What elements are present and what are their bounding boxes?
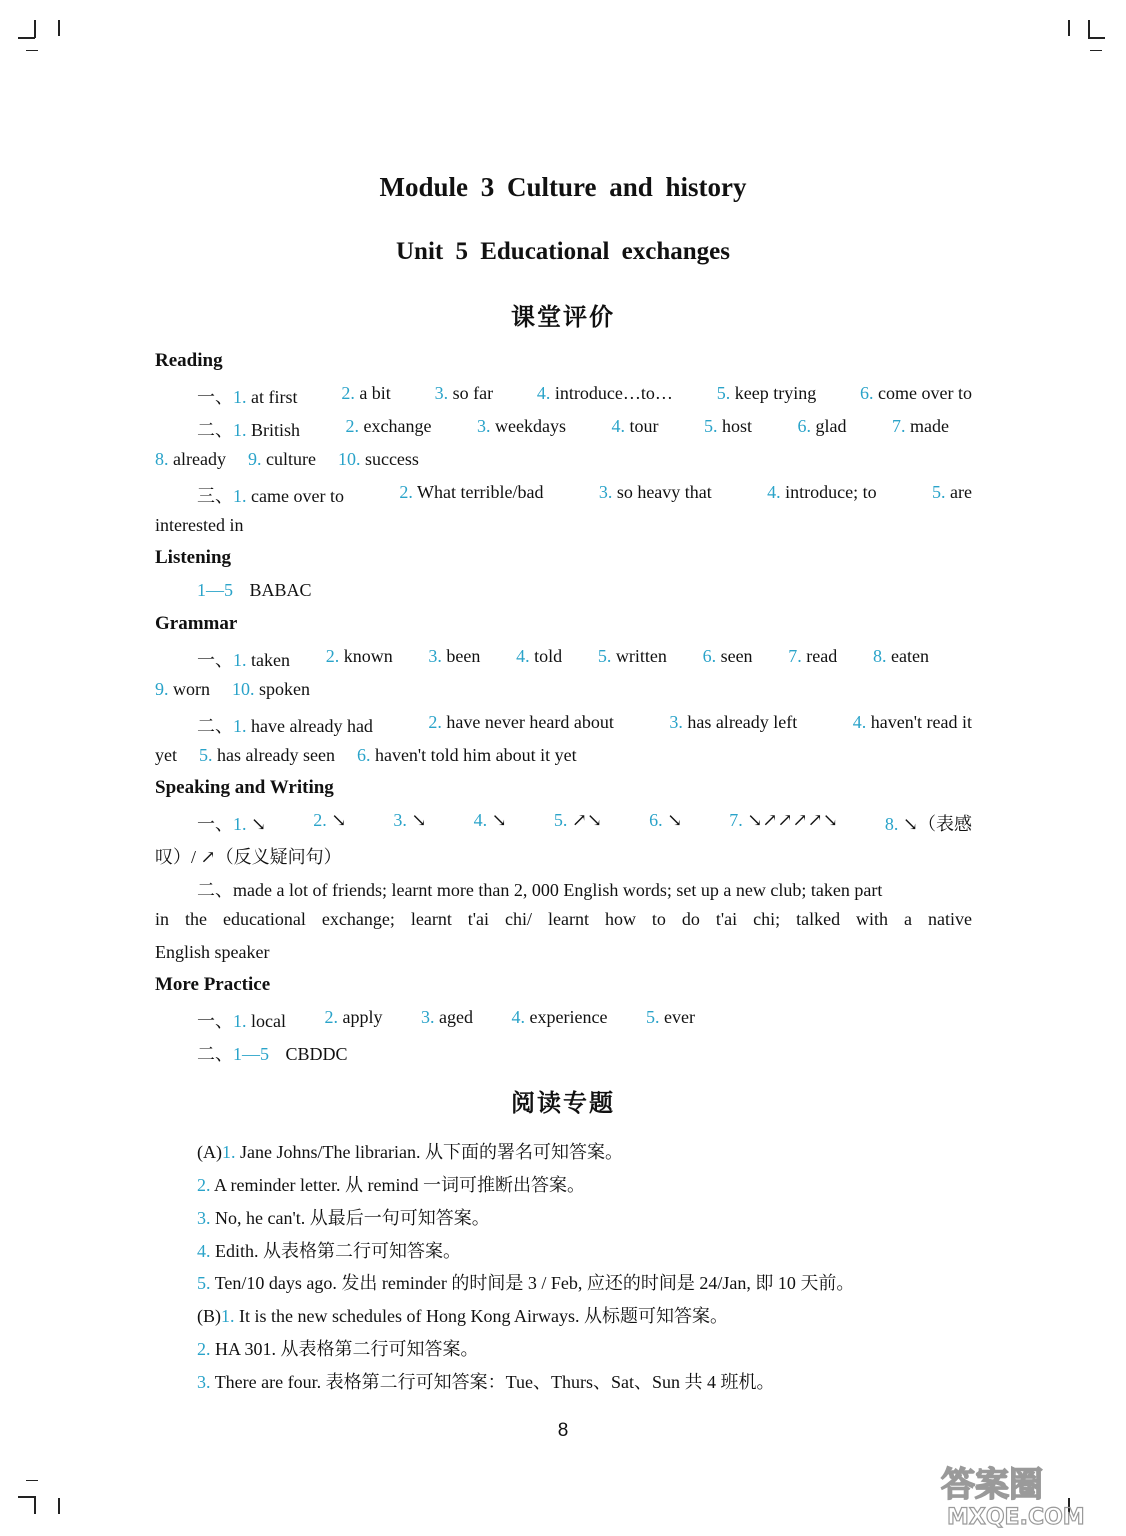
answer-text: came over to [251,486,344,506]
answer-text: ever [663,1007,695,1027]
answer-group [197,416,300,442]
answer-group [554,810,602,836]
answer-group [885,810,972,836]
item-number: 4. [511,1007,526,1027]
answer-text: seen [720,646,753,666]
crop-mark-top-right [1090,50,1102,51]
answer-text: CBDDC [285,1044,348,1064]
item-number: 3. [197,1208,211,1228]
answer-text: ↘↗↗↗↗↘ [747,810,838,830]
answer-text: so heavy that [616,482,712,502]
part-prefix: 二、 [197,880,233,900]
item-number: 6. [797,416,811,436]
crop-mark-bottom-left [26,1480,38,1481]
item-text: Ten/10 days ago. 发出 reminder 的时间是 3 / Feb, 应还的时间是 24/Jan, 即 10 天前。 [214,1273,855,1293]
answer-group [767,482,876,508]
crop-mark-top-left [26,50,38,51]
answer-group [421,1007,473,1033]
item-number: 3. [598,482,613,502]
reading-topic-b-item [197,1335,479,1361]
item-number: 9. [155,679,169,699]
reading-topic-a-item [197,1138,623,1164]
answer-text: apply [342,1007,383,1027]
answer-group [669,712,797,738]
item-text: Edith. 从表格第二行可知答案。 [215,1241,461,1261]
answer-text: written [615,646,667,666]
answer-group [704,416,752,442]
answer-text: tour [629,416,659,436]
item-number: 4. [516,646,530,666]
heading-listening: Listening [155,547,232,568]
answer-group [717,383,816,409]
answer-group [399,482,543,508]
answer-group [788,646,837,672]
crop-mark-top-right [1088,20,1090,38]
item-number: 7. [788,646,802,666]
item-number: 3. [476,416,491,436]
item-number: 1. [233,1011,247,1031]
answer-group [197,712,373,738]
answer-text: known [343,646,393,666]
crop-mark-top-right [1088,37,1105,39]
answer-text: ↘ [667,810,683,830]
answer-group [932,482,972,508]
item-number: 7. [891,416,906,436]
answer-group [197,1007,286,1033]
answer-text: come over to [878,383,972,403]
crop-mark-top-right [1068,20,1070,36]
item-number: 1. [233,387,247,407]
question-range: 1—5 [233,1044,269,1064]
part-prefix: 三、 [197,486,233,506]
page-number: 8 [557,1420,569,1441]
answer-text: made [909,416,949,436]
answer-text: has already left [687,712,798,732]
answer-group [474,810,507,836]
answer-text: experience [529,1007,608,1027]
answer-text: told [534,646,563,666]
watermark-url: MXQE.COM [947,1505,1085,1528]
reading-part3-line2: interested in [155,515,244,535]
crop-mark-top-left [58,20,60,36]
more-practice-part2 [197,1040,348,1066]
answer-group [197,482,344,508]
answer-text: so far [452,383,494,403]
item-number: 5. [597,646,612,666]
section-title-class-evaluation: 课堂评价 [511,302,615,331]
answer-text: keep trying [734,383,817,403]
unit-title: Unit 5 Educational exchanges [395,238,730,265]
item-number: 1. [233,650,247,670]
reading-topic-a-item [197,1204,490,1230]
answer-text: made a lot of friends; learnt more than 2, 000 English words; set up a new club; taken part [233,880,883,900]
item-number: 5. [197,1273,211,1293]
answer-group [873,646,929,672]
group-label: (B) [197,1306,221,1326]
answer-text: host [721,416,752,436]
group-label: (A) [197,1142,222,1162]
answer-text: eaten [890,646,929,666]
item-number: 2. [197,1339,211,1359]
answer-text: What terrible/bad [417,482,544,502]
item-number: 3. [669,712,683,732]
answer-text: spoken [259,679,310,699]
answer-text: worn [173,679,210,699]
item-number: 5. [716,383,731,403]
answer-text: introduce…to… [554,383,673,403]
heading-speaking-writing: Speaking and Writing [155,777,334,798]
speaking-part2-line1 [197,876,972,902]
crop-mark-bottom-left [34,1496,36,1514]
reading-part2-line2 [155,449,419,470]
answer-group [197,810,266,836]
heading-grammar: Grammar [155,613,238,634]
part-prefix: 一、 [197,650,233,670]
answer-text: local [251,1011,286,1031]
item-number: 6. [356,745,371,765]
answer-group [357,745,577,765]
answer-group [512,1007,608,1033]
reading-part1 [197,383,972,409]
answer-text: has already seen [217,745,335,765]
answer-group [155,679,210,699]
item-number: 4. [852,712,867,732]
answer-group [155,449,226,469]
answer-group [428,646,480,672]
answer-text: weekdays [494,416,566,436]
answer-group [197,646,290,672]
item-number: 1. [233,486,247,506]
crop-mark-top-left [18,37,35,39]
item-number: 2. [399,482,413,502]
item-number: 10. [232,679,255,699]
module-title: Module 3 Culture and history [379,172,747,202]
item-number: 2. [345,416,360,436]
answer-text: ↘ [331,810,347,830]
answer-group [197,383,298,409]
answer-group [598,646,667,672]
answer-group [611,416,658,442]
grammar-part1-line1 [197,646,929,672]
item-number: 3. [393,810,407,830]
watermark-logo [933,1458,1108,1528]
reading-topic-a-item [197,1237,461,1263]
more-practice-part1 [197,1007,695,1033]
reading-topic-b-item [197,1302,728,1328]
item-number: 1. [222,1142,236,1162]
speaking-part1-line2: 叹）/ ↗（反义疑问句） [155,847,342,867]
heading-reading: Reading [155,350,223,371]
part-prefix: 一、 [197,814,233,834]
answer-group [860,383,972,409]
item-number: 4. [197,1241,211,1261]
crop-mark-bottom-left [58,1498,60,1514]
item-number: 1. [233,814,247,834]
item-number: 2. [324,1007,338,1027]
item-number: 3. [421,1007,435,1027]
item-number: 6. [702,646,717,666]
item-number: 5. [645,1007,660,1027]
answer-group [599,482,712,508]
answer-text: haven't told him about it yet [374,745,577,765]
speaking-part2-line2: in the educational exchange; learnt t'ai chi/ learnt how to do t'ai chi; talked with a native [155,909,972,929]
answer-group [537,383,673,409]
answer-text: taken [251,650,290,670]
answer-group [853,712,972,738]
item-number: 4. [536,383,551,403]
speaking-part2-line3: English speaker [155,942,270,962]
answer-text: already [173,449,226,469]
speaking-part1-line1 [197,810,972,836]
answer-text: ↘ [251,814,267,834]
heading-more-practice: More Practice [155,974,271,995]
item-number: 1. [233,716,247,736]
item-text: There are four. 表格第二行可知答案：Tue、Thurs、Sat、Sun 共 4 班机。 [214,1372,775,1392]
item-number: 2. [341,383,355,403]
item-number: 4. [767,482,781,502]
answer-group [326,646,393,672]
grammar-part1-line2 [155,679,310,700]
answer-text: glad [815,416,847,436]
answer-group [703,646,753,672]
answer-group [649,810,682,836]
item-number: 2. [313,810,327,830]
part-prefix: 一、 [197,387,233,407]
item-number: 2. [197,1175,211,1195]
item-number: 5. [199,745,213,765]
item-text: Jane Johns/The librarian. 从下面的署名可知答案。 [240,1142,623,1162]
answer-group [338,449,419,469]
item-number: 2. [428,712,442,732]
item-number: 6. [649,810,663,830]
item-text: A reminder letter. 从 remind 一词可推断出答案。 [214,1175,585,1195]
reading-topic-a-item [197,1171,585,1197]
item-number: 3. [434,383,449,403]
reading-topic-a-item [197,1269,854,1295]
item-number: 4. [611,416,625,436]
answer-text: have already had [251,716,373,736]
item-number: 1. [221,1306,235,1326]
answer-group [199,745,335,765]
answer-text: are [950,482,972,502]
answer-group [393,810,426,836]
answer-text: success [364,449,419,469]
item-number: 3. [428,646,442,666]
item-number: 8. [884,814,899,834]
answer-text: exchange [363,416,432,436]
section-title-reading-topic: 阅读专题 [511,1088,615,1117]
answer-text: read [806,646,838,666]
item-number: 5. [553,810,568,830]
item-number: 3. [197,1372,211,1392]
answer-group [428,712,613,738]
item-number: 1. [233,420,247,440]
reading-part3-line1 [197,482,972,508]
answer-text: ↗↘ [571,810,602,830]
answer-group [248,449,316,469]
answer-text: culture [265,449,316,469]
answer-group [313,810,346,836]
item-text: It is the new schedules of Hong Kong Airways. 从标题可知答案。 [239,1306,728,1326]
answer-text: been [446,646,481,666]
item-number: 8. [155,449,169,469]
answer-group [477,416,566,442]
crop-mark-bottom-left [18,1496,35,1498]
item-number: 7. [729,810,743,830]
listening-answer [197,580,312,601]
answer-group [232,679,310,699]
answer-group [892,416,949,442]
item-text: HA 301. 从表格第二行可知答案。 [215,1339,479,1359]
part-prefix: 二、 [197,420,233,440]
lead-text: yet [155,745,177,765]
reading-topic-b-item [197,1368,774,1394]
answer-text: haven't read it [870,712,972,732]
answer-group [516,646,562,672]
reading-part2-line1 [197,416,949,442]
answer-text: at first [251,387,298,407]
item-number: 8. [872,646,887,666]
item-number: 4. [473,810,488,830]
answer-group [797,416,846,442]
item-number: 6. [860,383,874,403]
question-range: 1—5 [197,580,233,600]
part-prefix: 一、 [197,1011,233,1031]
item-number: 10. [337,449,361,469]
answer-text: ↘（表感 [902,814,972,834]
answer-text: aged [439,1007,473,1027]
answer-text: a bit [359,383,391,403]
answer-group [346,416,432,442]
answer-text: ↘ [411,810,427,830]
item-text: No, he can't. 从最后一句可知答案。 [215,1208,490,1228]
answer-group [729,810,838,836]
answer-text: ↘ [491,810,507,830]
grammar-part2-line1 [197,712,972,738]
answer-group [646,1007,695,1033]
part-prefix: 二、 [197,1044,233,1064]
answer-text: introduce; to [785,482,877,502]
part-prefix: 二、 [197,716,233,736]
item-number: 5. [703,416,718,436]
item-number: 2. [325,646,340,666]
item-number: 9. [247,449,262,469]
answer-text: British [251,420,301,440]
grammar-part2-line2 [155,745,577,766]
answer-group [435,383,493,409]
answer-text: BABAC [249,580,312,600]
item-number: 5. [932,482,946,502]
crop-mark-top-left [34,20,36,38]
answer-text: have never heard about [446,712,614,732]
answer-group [341,383,391,409]
watermark-text: 答案圈 [941,1465,1043,1505]
answer-group [325,1007,383,1033]
